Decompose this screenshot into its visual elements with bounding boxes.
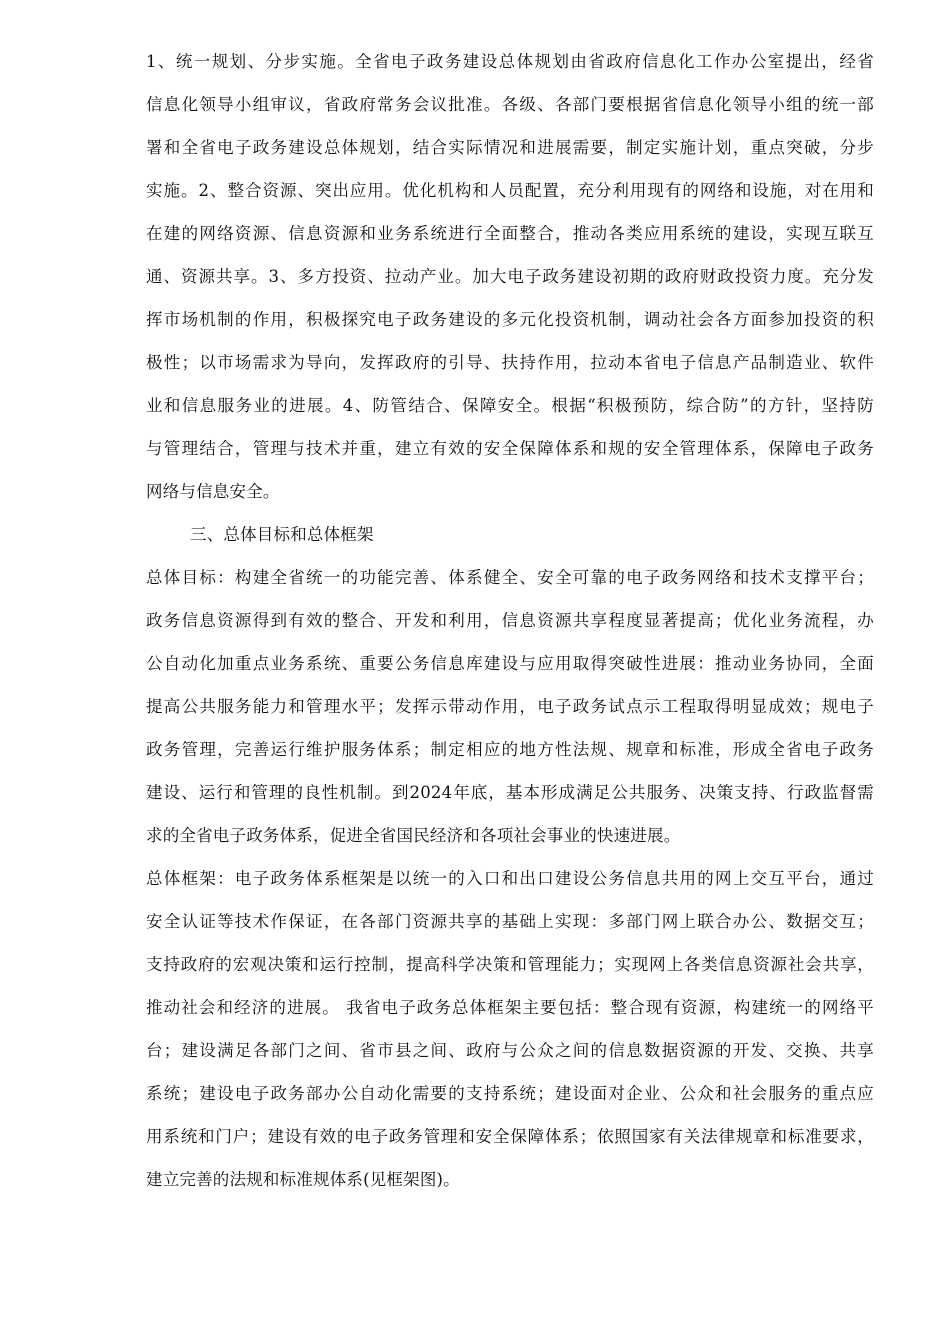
text-line: 业和信息服务业的进展。4、防管结合、保障安全。根据“积极预防，综合防”的方针，坚持防 [146, 396, 874, 415]
text-line: 与管理结合，管理与技术并重，建立有效的安全保障体系和规的安全管理体系，保障电子政务 [146, 439, 874, 458]
section-heading: 三、总体目标和总体框架 [190, 525, 374, 544]
text-line: 政务信息资源得到有效的整合、开发和利用，信息资源共享程度显著提高；优化业务流程，办 [146, 611, 874, 630]
text-line: 建设、运行和管理的良性机制。到2024年底，基本形成满足公共服务、决策支持、行政监督需 [146, 783, 874, 802]
text-line: 安全认证等技术作保证，在各部门资源共享的基础上实现：多部门网上联合办公、数据交互； [146, 912, 874, 931]
text-line: 用系统和门户；建设有效的电子政务管理和安全保障体系；依照国家有关法律规章和标准要求， [146, 1127, 874, 1146]
text-line: 提高公共服务能力和管理水平；发挥示带动作用，电子政务试点示工程取得明显成效；规电子 [146, 697, 874, 716]
text-line: 系统；建设电子政务部办公自动化需要的支持系统；建设面对企业、公众和社会服务的重点应 [146, 1084, 874, 1103]
text-line: 支持政府的宏观决策和运行控制，提高科学决策和管理能力；实现网上各类信息资源社会共享， [146, 955, 874, 974]
text-line: 通、资源共享。3、多方投资、拉动产业。加大电子政务建设初期的政府财政投资力度。充分发 [146, 267, 874, 286]
text-line: 求的全省电子政务体系，促进全省国民经济和各项社会事业的快速进展。 [146, 826, 681, 845]
text-line: 公自动化加重点业务系统、重要公务信息库建设与应用取得突破性进展：推动业务协同，全面 [146, 654, 874, 673]
text-line: 极性；以市场需求为导向，发挥政府的引导、扶持作用，拉动本省电子信息产品制造业、软件 [146, 353, 874, 372]
text-line: 网络与信息安全。 [146, 482, 280, 501]
text-line: 政务管理，完善运行维护服务体系；制定相应的地方性法规、规章和标准，形成全省电子政务 [146, 740, 874, 759]
text-line: 在建的网络资源、信息资源和业务系统进行全面整合，推动各类应用系统的建设，实现互联互 [146, 224, 874, 243]
text-line: 总体目标：构建全省统一的功能完善、体系健全、安全可靠的电子政务网络和技术支撑平台； [146, 568, 874, 587]
text-line: 实施。2、整合资源、突出应用。优化机构和人员配置，充分利用现有的网络和设施，对在用和 [146, 181, 874, 200]
text-line: 挥市场机制的作用，积极探究电子政务建设的多元化投资机制，调动社会各方面参加投资的积 [146, 310, 874, 329]
text-line: 信息化领导小组审议，省政府常务会议批准。各级、各部门要根据省信息化领导小组的统一部 [146, 95, 874, 114]
text-line: 总体框架：电子政务体系框架是以统一的入口和出口建设公务信息共用的网上交互平台，通过 [146, 869, 874, 888]
text-line: 署和全省电子政务建设总体规划，结合实际情况和进展需要，制定实施计划，重点突破，分步 [146, 138, 874, 157]
text-line: 台；建设满足各部门之间、省市县之间、政府与公众之间的信息数据资源的开发、交换、共享 [146, 1041, 874, 1060]
text-line: 1、统一规划、分步实施。全省电子政务建设总体规划由省政府信息化工作办公室提出，经省 [146, 52, 874, 71]
text-line: 推动社会和经济的进展。 我省电子政务总体框架主要包括：整合现有资源，构建统一的网络平 [146, 998, 874, 1017]
text-line: 建立完善的法规和标准规体系(见框架图)。 [146, 1170, 460, 1189]
